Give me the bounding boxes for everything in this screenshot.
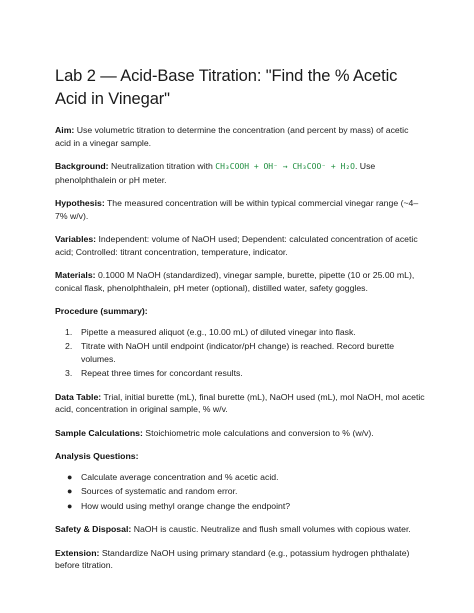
step-text: Pipette a measured aliquot (e.g., 10.00 mL) of diluted vinegar into flask. [81, 326, 356, 337]
aim-label: Aim: [55, 125, 75, 135]
page-title: Lab 2 — Acid-Base Titration: "Find the % Acetic Acid in Vinegar" [55, 67, 398, 108]
procedure-step [55, 367, 425, 380]
variables-text: Independent: volume of NaOH used; Dependent: calculated concentration of acetic acid; Controlled: titrant concentration, temperature, indicator. [55, 234, 418, 257]
sample-calculations-text: Stoichiometric mole calculations and conversion to % (w/v). [142, 427, 374, 438]
procedure-list [55, 326, 425, 380]
hypothesis-text: The measured concentration will be within typical commercial vinegar range (~4–7% w/v). [55, 198, 419, 221]
hypothesis-section [55, 197, 425, 222]
background-text-before: Neutralization titration with [108, 161, 216, 171]
extension-text: Standardize NaOH using primary standard (e.g., potassium hydrogen phthalate) before titration. [55, 547, 410, 570]
step-number: 2. [65, 341, 73, 351]
reaction-equation: CH₃COOH + OH⁻ → CH₃COO⁻ + H₂O [215, 162, 355, 171]
data-table-section [55, 391, 425, 416]
variables-label: Variables: [55, 234, 97, 244]
analysis-item-text: Sources of systematic and random error. [81, 486, 238, 496]
analysis-item [55, 485, 425, 498]
analysis-item-text: Calculate average concentration and % acetic acid. [81, 471, 279, 482]
bullet-icon: ● [67, 486, 73, 496]
analysis-label: Analysis Questions: [55, 451, 139, 461]
aim-section [55, 124, 425, 149]
safety-label: Safety & Disposal: [55, 524, 132, 534]
analysis-item-text: How would using methyl orange change the endpoint? [81, 500, 291, 511]
bullet-icon: ● [67, 471, 73, 482]
document-content [55, 65, 425, 583]
procedure-heading [55, 305, 425, 318]
analysis-item [55, 471, 425, 484]
sample-calculations-section [55, 427, 425, 440]
extension-label: Extension: [55, 547, 100, 558]
aim-text: Use volumetric titration to determine the concentration (and percent by mass) of acetic acid in a vinegar sample. [55, 125, 409, 148]
safety-section [55, 523, 425, 536]
step-text: Repeat three times for concordant results. [81, 368, 243, 378]
background-text-after: . Use phenolphthalein or pH meter. [55, 161, 376, 185]
analysis-list [55, 471, 425, 513]
background-section [55, 160, 425, 186]
step-text: Titrate with NaOH until endpoint (indicator/pH change) is reached. Record burette volumes. [81, 341, 395, 364]
hypothesis-label: Hypothesis: [55, 198, 105, 208]
materials-label: Materials: [55, 270, 96, 280]
materials-text: 0.1000 M NaOH (standardized), vinegar sample, burette, pipette (10 or 25.00 mL), conical flask, phenolphthalein, pH meter (optional), distilled water, safety goggles. [55, 270, 415, 293]
variables-section [55, 233, 425, 258]
analysis-item [55, 500, 425, 513]
materials-section [55, 269, 425, 294]
data-table-label: Data Table: [55, 391, 102, 402]
background-label: Background: [55, 161, 109, 171]
extension-section [55, 547, 425, 572]
safety-text: NaOH is caustic. Neutralize and flush small volumes with copious water. [131, 524, 411, 534]
data-table-text: Trial, initial burette (mL), final burette (mL), NaOH used (mL), mol NaOH, mol acetic acid, concentration in original sample, % w/v. [55, 391, 425, 414]
bullet-icon: ● [67, 500, 73, 511]
step-number: 3. [65, 368, 73, 378]
procedure-step [55, 326, 425, 339]
procedure-label: Procedure (summary): [55, 306, 148, 316]
step-number: 1. [65, 326, 73, 337]
procedure-step [55, 340, 425, 365]
sample-calculations-label: Sample Calculations: [55, 427, 143, 438]
analysis-heading [55, 450, 425, 463]
